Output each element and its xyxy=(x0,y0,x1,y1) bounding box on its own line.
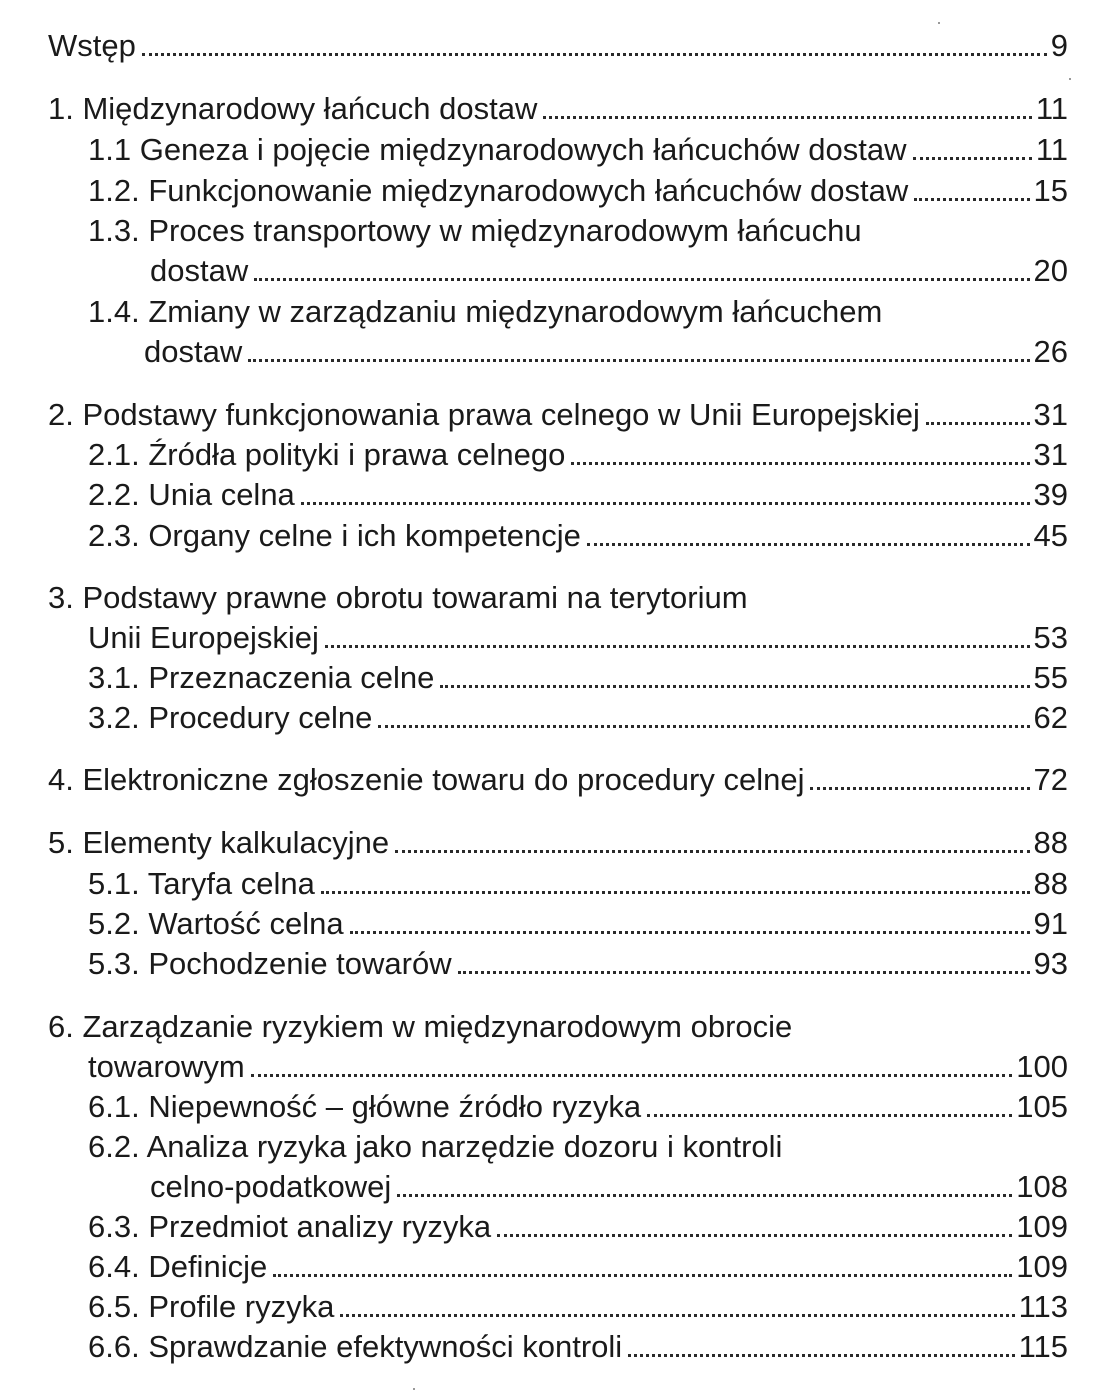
dot-leader xyxy=(321,891,1030,894)
toc-entry-page: 31 xyxy=(1033,397,1068,432)
dot-leader xyxy=(440,685,1029,688)
toc-entry-page: 108 xyxy=(1016,1169,1068,1204)
dot-leader xyxy=(301,502,1030,505)
toc-section-6-1[interactable] xyxy=(88,1085,1068,1125)
toc-entry-page: 62 xyxy=(1033,700,1068,735)
toc-section-5-3[interactable] xyxy=(88,942,1068,982)
toc-section-1-3[interactable] xyxy=(150,249,1068,289)
toc-entry-title: 6.5. Profile ryzyka xyxy=(88,1289,335,1324)
toc-entry-title: 1.2. Funkcjonowanie międzynarodowych łańcuchów dostaw xyxy=(88,173,909,208)
toc-entry-title: 6.1. Niepewność – główne źródło ryzyka xyxy=(88,1089,642,1124)
toc-entry-title: 4. Elektroniczne zgłoszenie towaru do procedury celnej xyxy=(48,762,805,797)
toc-entry-title: 5.3. Pochodzenie towarów xyxy=(88,946,452,981)
dot-leader xyxy=(397,1194,1012,1197)
dot-leader xyxy=(543,116,1031,119)
toc-entry-page: 100 xyxy=(1016,1049,1068,1084)
toc-entry-page: 105 xyxy=(1016,1089,1068,1124)
dot-leader xyxy=(587,543,1030,546)
dot-leader xyxy=(926,422,1030,425)
toc-chapter-6[interactable] xyxy=(88,1045,1068,1085)
toc-section-5-2[interactable] xyxy=(88,902,1068,942)
toc-section-6-2-title[interactable]: 6.2. Analiza ryzyka jako narzędzie dozoru i kontroli xyxy=(88,1129,783,1164)
dot-leader xyxy=(571,462,1029,465)
dot-leader xyxy=(325,645,1030,648)
toc-section-2-3[interactable] xyxy=(88,514,1068,554)
toc-entry-title: 6.3. Przedmiot analizy ryzyka xyxy=(88,1209,492,1244)
toc-entry-page: 109 xyxy=(1016,1249,1068,1284)
toc-entry-title: 6.4. Definicje xyxy=(88,1249,268,1284)
toc-entry-title-cont: Unii Europejskiej xyxy=(88,620,319,655)
toc-entry-page: 88 xyxy=(1033,825,1068,860)
toc-section-1-2[interactable] xyxy=(88,169,1068,209)
toc-chapter-3[interactable] xyxy=(88,616,1068,656)
toc-section-1-4[interactable] xyxy=(144,330,1068,370)
toc-entry-page: 53 xyxy=(1033,620,1068,655)
toc-entry-title: 5.1. Taryfa celna xyxy=(88,866,315,901)
dot-leader xyxy=(248,359,1029,362)
toc-entry-page: 88 xyxy=(1033,866,1068,901)
toc-entry-page: 11 xyxy=(1035,132,1068,167)
toc-section-5-1[interactable] xyxy=(88,862,1068,902)
dot-leader xyxy=(378,725,1029,728)
dot-leader xyxy=(628,1354,1014,1357)
scan-speck xyxy=(413,1388,415,1390)
dot-leader xyxy=(914,198,1029,201)
toc-entry-intro[interactable] xyxy=(48,24,1068,64)
toc-entry-page: 11 xyxy=(1035,91,1068,126)
dot-leader xyxy=(458,971,1030,974)
toc-entry-title: 5.2. Wartość celna xyxy=(88,906,344,941)
toc-section-3-2[interactable] xyxy=(88,696,1068,736)
toc-section-6-2[interactable] xyxy=(150,1165,1068,1205)
toc-entry-title: 3.1. Przeznaczenia celne xyxy=(88,660,435,695)
toc-section-6-6[interactable] xyxy=(88,1325,1068,1365)
dot-leader xyxy=(251,1074,1013,1077)
toc-section-6-5[interactable] xyxy=(88,1285,1068,1325)
toc-entry-page: 91 xyxy=(1033,906,1068,941)
toc-entry-title-cont: dostaw xyxy=(150,253,249,288)
toc-chapter-1[interactable] xyxy=(48,87,1068,127)
toc-entry-page: 15 xyxy=(1033,173,1068,208)
toc-section-3-1[interactable] xyxy=(88,656,1068,696)
toc-entry-title-cont: dostaw xyxy=(144,334,243,369)
dot-leader xyxy=(273,1274,1012,1277)
toc-entry-page: 31 xyxy=(1033,437,1068,472)
dot-leader xyxy=(142,53,1047,56)
toc-entry-title: Wstęp xyxy=(48,28,136,63)
toc-section-1-4-title[interactable]: 1.4. Zmiany w zarządzaniu międzynarodowym łańcuchem xyxy=(88,294,883,329)
toc-section-6-4[interactable] xyxy=(88,1245,1068,1285)
toc-entry-page: 115 xyxy=(1018,1329,1068,1364)
toc-chapter-3-title[interactable]: 3. Podstawy prawne obrotu towarami na terytorium xyxy=(48,580,748,615)
toc-entry-title: 1.1 Geneza i pojęcie międzynarodowych łańcuchów dostaw xyxy=(88,132,907,167)
dot-leader xyxy=(913,157,1032,160)
toc-entry-title: 2.2. Unia celna xyxy=(88,477,295,512)
toc-chapter-4[interactable] xyxy=(48,758,1068,798)
toc-entry-page: 9 xyxy=(1050,28,1068,63)
toc-entry-title: 2. Podstawy funkcjonowania prawa celnego w Unii Europejskiej xyxy=(48,397,920,432)
toc-entry-title: 2.3. Organy celne i ich kompetencje xyxy=(88,518,581,553)
toc-entry-page: 113 xyxy=(1018,1289,1068,1324)
toc-entry-page: 55 xyxy=(1033,660,1068,695)
toc-entry-page: 45 xyxy=(1033,518,1068,553)
toc-entry-page: 72 xyxy=(1033,762,1068,797)
dot-leader xyxy=(497,1234,1012,1237)
scan-speck xyxy=(1069,78,1071,80)
dot-leader xyxy=(340,1314,1014,1317)
dot-leader xyxy=(647,1114,1012,1117)
toc-chapter-6-title[interactable]: 6. Zarządzanie ryzykiem w międzynarodowym obrocie xyxy=(48,1009,793,1044)
dot-leader xyxy=(810,787,1029,790)
toc-entry-title: 3.2. Procedury celne xyxy=(88,700,373,735)
toc-entry-title-cont: towarowym xyxy=(88,1049,245,1084)
toc-entry-title-cont: celno-podatkowej xyxy=(150,1169,392,1204)
toc-entry-page: 93 xyxy=(1033,946,1068,981)
dot-leader xyxy=(254,278,1029,281)
toc-section-2-1[interactable] xyxy=(88,433,1068,473)
toc-entry-page: 39 xyxy=(1033,477,1068,512)
toc-section-1-1[interactable] xyxy=(88,128,1068,168)
dot-leader xyxy=(395,850,1029,853)
toc-chapter-2[interactable] xyxy=(48,393,1068,433)
toc-entry-title: 5. Elementy kalkulacyjne xyxy=(48,825,390,860)
scan-speck xyxy=(938,22,940,24)
toc-entry-page: 26 xyxy=(1033,334,1068,369)
toc-section-2-2[interactable] xyxy=(88,473,1068,513)
toc-section-6-3[interactable] xyxy=(88,1205,1068,1245)
toc-section-1-3-title[interactable]: 1.3. Proces transportowy w międzynarodowym łańcuchu xyxy=(88,213,862,248)
dot-leader xyxy=(350,931,1030,934)
toc-entry-page: 109 xyxy=(1016,1209,1068,1244)
toc-chapter-5[interactable] xyxy=(48,821,1068,861)
toc-entry-title: 6.6. Sprawdzanie efektywności kontroli xyxy=(88,1329,623,1364)
toc-entry-page: 20 xyxy=(1033,253,1068,288)
toc-entry-title: 2.1. Źródła polityki i prawa celnego xyxy=(88,437,566,472)
toc-entry-title: 1. Międzynarodowy łańcuch dostaw xyxy=(48,91,538,126)
